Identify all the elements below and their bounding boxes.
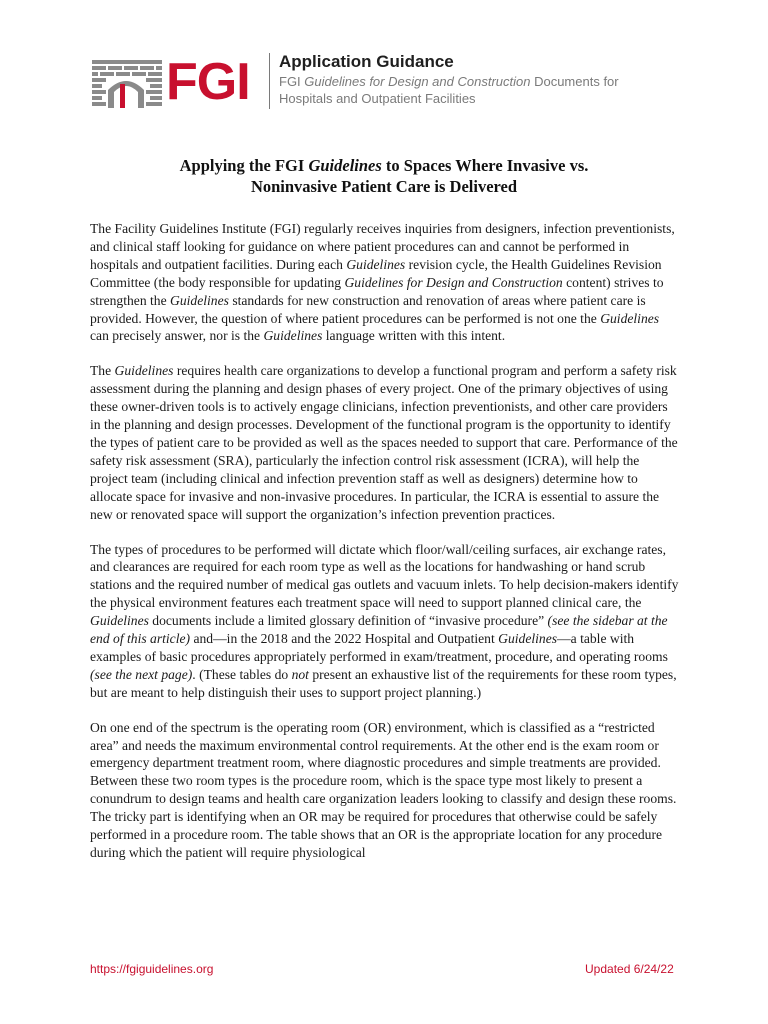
- article-body: [90, 220, 680, 879]
- text: —a table with examples of basic procedures appropriately performed in exam/treatment, procedure, and operating rooms: [90, 631, 668, 664]
- text: . (These tables do: [192, 666, 292, 682]
- text: Guidelines: [114, 363, 174, 379]
- text: content) strives to strengthen the: [90, 274, 664, 308]
- text: present an exhaustive list of the requirements for these room types, but are meant to help distinguish their uses to support project planning.): [90, 666, 677, 700]
- header-text: [279, 52, 699, 107]
- subtitle-line2: Hospitals and Outpatient Facilities: [279, 91, 476, 106]
- paragraph-3: [90, 541, 680, 702]
- text: Guidelines: [90, 613, 149, 629]
- title-pre: Applying the FGI: [179, 156, 309, 175]
- subtitle-suffix: Documents for: [530, 74, 619, 89]
- text: Guidelines: [170, 292, 229, 308]
- text: requires health care organizations to develop a functional program and perform a safety risk assessment during the planning and design phases of every project. One of the primary objectives of using these owner-driven tools is to actively engage clinicians, infection preventionists, and other care providers in the planning and design processes. Development of the functional program is the opportunity to identify the types of patient care to be provided as well as the spaces needed to support that care. Performance of the safety risk assessment (SRA), particularly the infection control risk assessment (ICRA), will help the project team (including clinical and infection prevention staff as well as designers) determine how to allocate space for invasive and non-invasive procedures. In particular, the ICRA is essential to assure the new or renovated space will support the organization’s infection prevention practices.: [90, 363, 678, 522]
- header-subtitle: [279, 73, 699, 107]
- fgi-building-logo-icon: [90, 50, 166, 112]
- subtitle-prefix: FGI: [279, 74, 305, 89]
- paragraph-1: [90, 220, 680, 345]
- text: revision cycle, the Health Guidelines Revision Committee (the body responsible for updating: [90, 256, 662, 290]
- paragraph-4: [90, 719, 680, 862]
- paragraph-2: [90, 362, 680, 523]
- footer-url-link[interactable]: https://fgiguidelines.org: [90, 962, 214, 976]
- title-post: to Spaces Where Invasive vs.: [381, 156, 589, 175]
- title-italic: Guidelines: [308, 156, 382, 175]
- text: standards for new construction and renovation of areas where patient care is provided. However, the question of where patient procedures can be performed is not one the: [90, 292, 646, 326]
- text: The Facility Guidelines Institute (FGI) regularly receives inquiries from designers, infection preventionists, and clinical staff looking for guidance on where patient procedures can and cannot be performed in hospitals and outpatient facilities. During each: [90, 221, 675, 272]
- title-line2: Noninvasive Patient Care is Delivered: [250, 177, 518, 196]
- text: The: [90, 363, 115, 379]
- fgi-logo-text: FGI: [166, 53, 250, 111]
- header-divider: [269, 53, 270, 109]
- text: Guidelines: [346, 256, 406, 272]
- document-header: [90, 50, 690, 112]
- text: Guidelines: [600, 310, 660, 326]
- text: Guidelines: [263, 328, 323, 344]
- text: Guidelines for Design and Construction: [344, 274, 563, 290]
- subtitle-italic: Guidelines for Design and Construction: [304, 74, 531, 89]
- text: Guidelines: [498, 631, 558, 647]
- text: and—in the 2018 and the 2022 Hospital and Outpatient: [190, 631, 499, 647]
- text: not: [291, 666, 309, 682]
- text: On one end of the spectrum is the operating room (OR) environment, which is classified as a “restricted area” and needs the maximum environmental control requirements. At the other end is the exam room or emergency department treatment room, where diagnostic procedures and simple treatments are provided. Between these two room types is the procedure room, which is the space type most likely to present a conundrum to design teams and health care organization leaders looking to classify and design these rooms. The tricky part is identifying when an OR may be required for procedures that otherwise could be safely performed in a procedure room. The table shows that an OR is the appropriate location for any procedure during which the patient will require physiological: [90, 719, 677, 860]
- application-guidance-heading: Application Guidance: [279, 52, 454, 71]
- text: The types of procedures to be performed will dictate which floor/wall/ceiling surfaces, air exchange rates, and clearances are required for each room type as well as the locations for handwashing or hand scrub stations and the required number of medical gas outlets and vacuum inlets. To help decision-makers identify the physical environment features each treatment space will need to support planned clinical care, the: [90, 541, 679, 611]
- article-title: [90, 155, 678, 197]
- text: documents include a limited glossary definition of “invasive procedure”: [148, 613, 548, 629]
- footer-updated-date: Updated 6/24/22: [585, 962, 674, 976]
- text: (see the sidebar at the end of this article): [90, 613, 668, 647]
- text: can precisely answer, nor is the: [90, 328, 264, 344]
- text: (see the next page): [90, 666, 193, 682]
- text: language written with this intent.: [322, 328, 506, 344]
